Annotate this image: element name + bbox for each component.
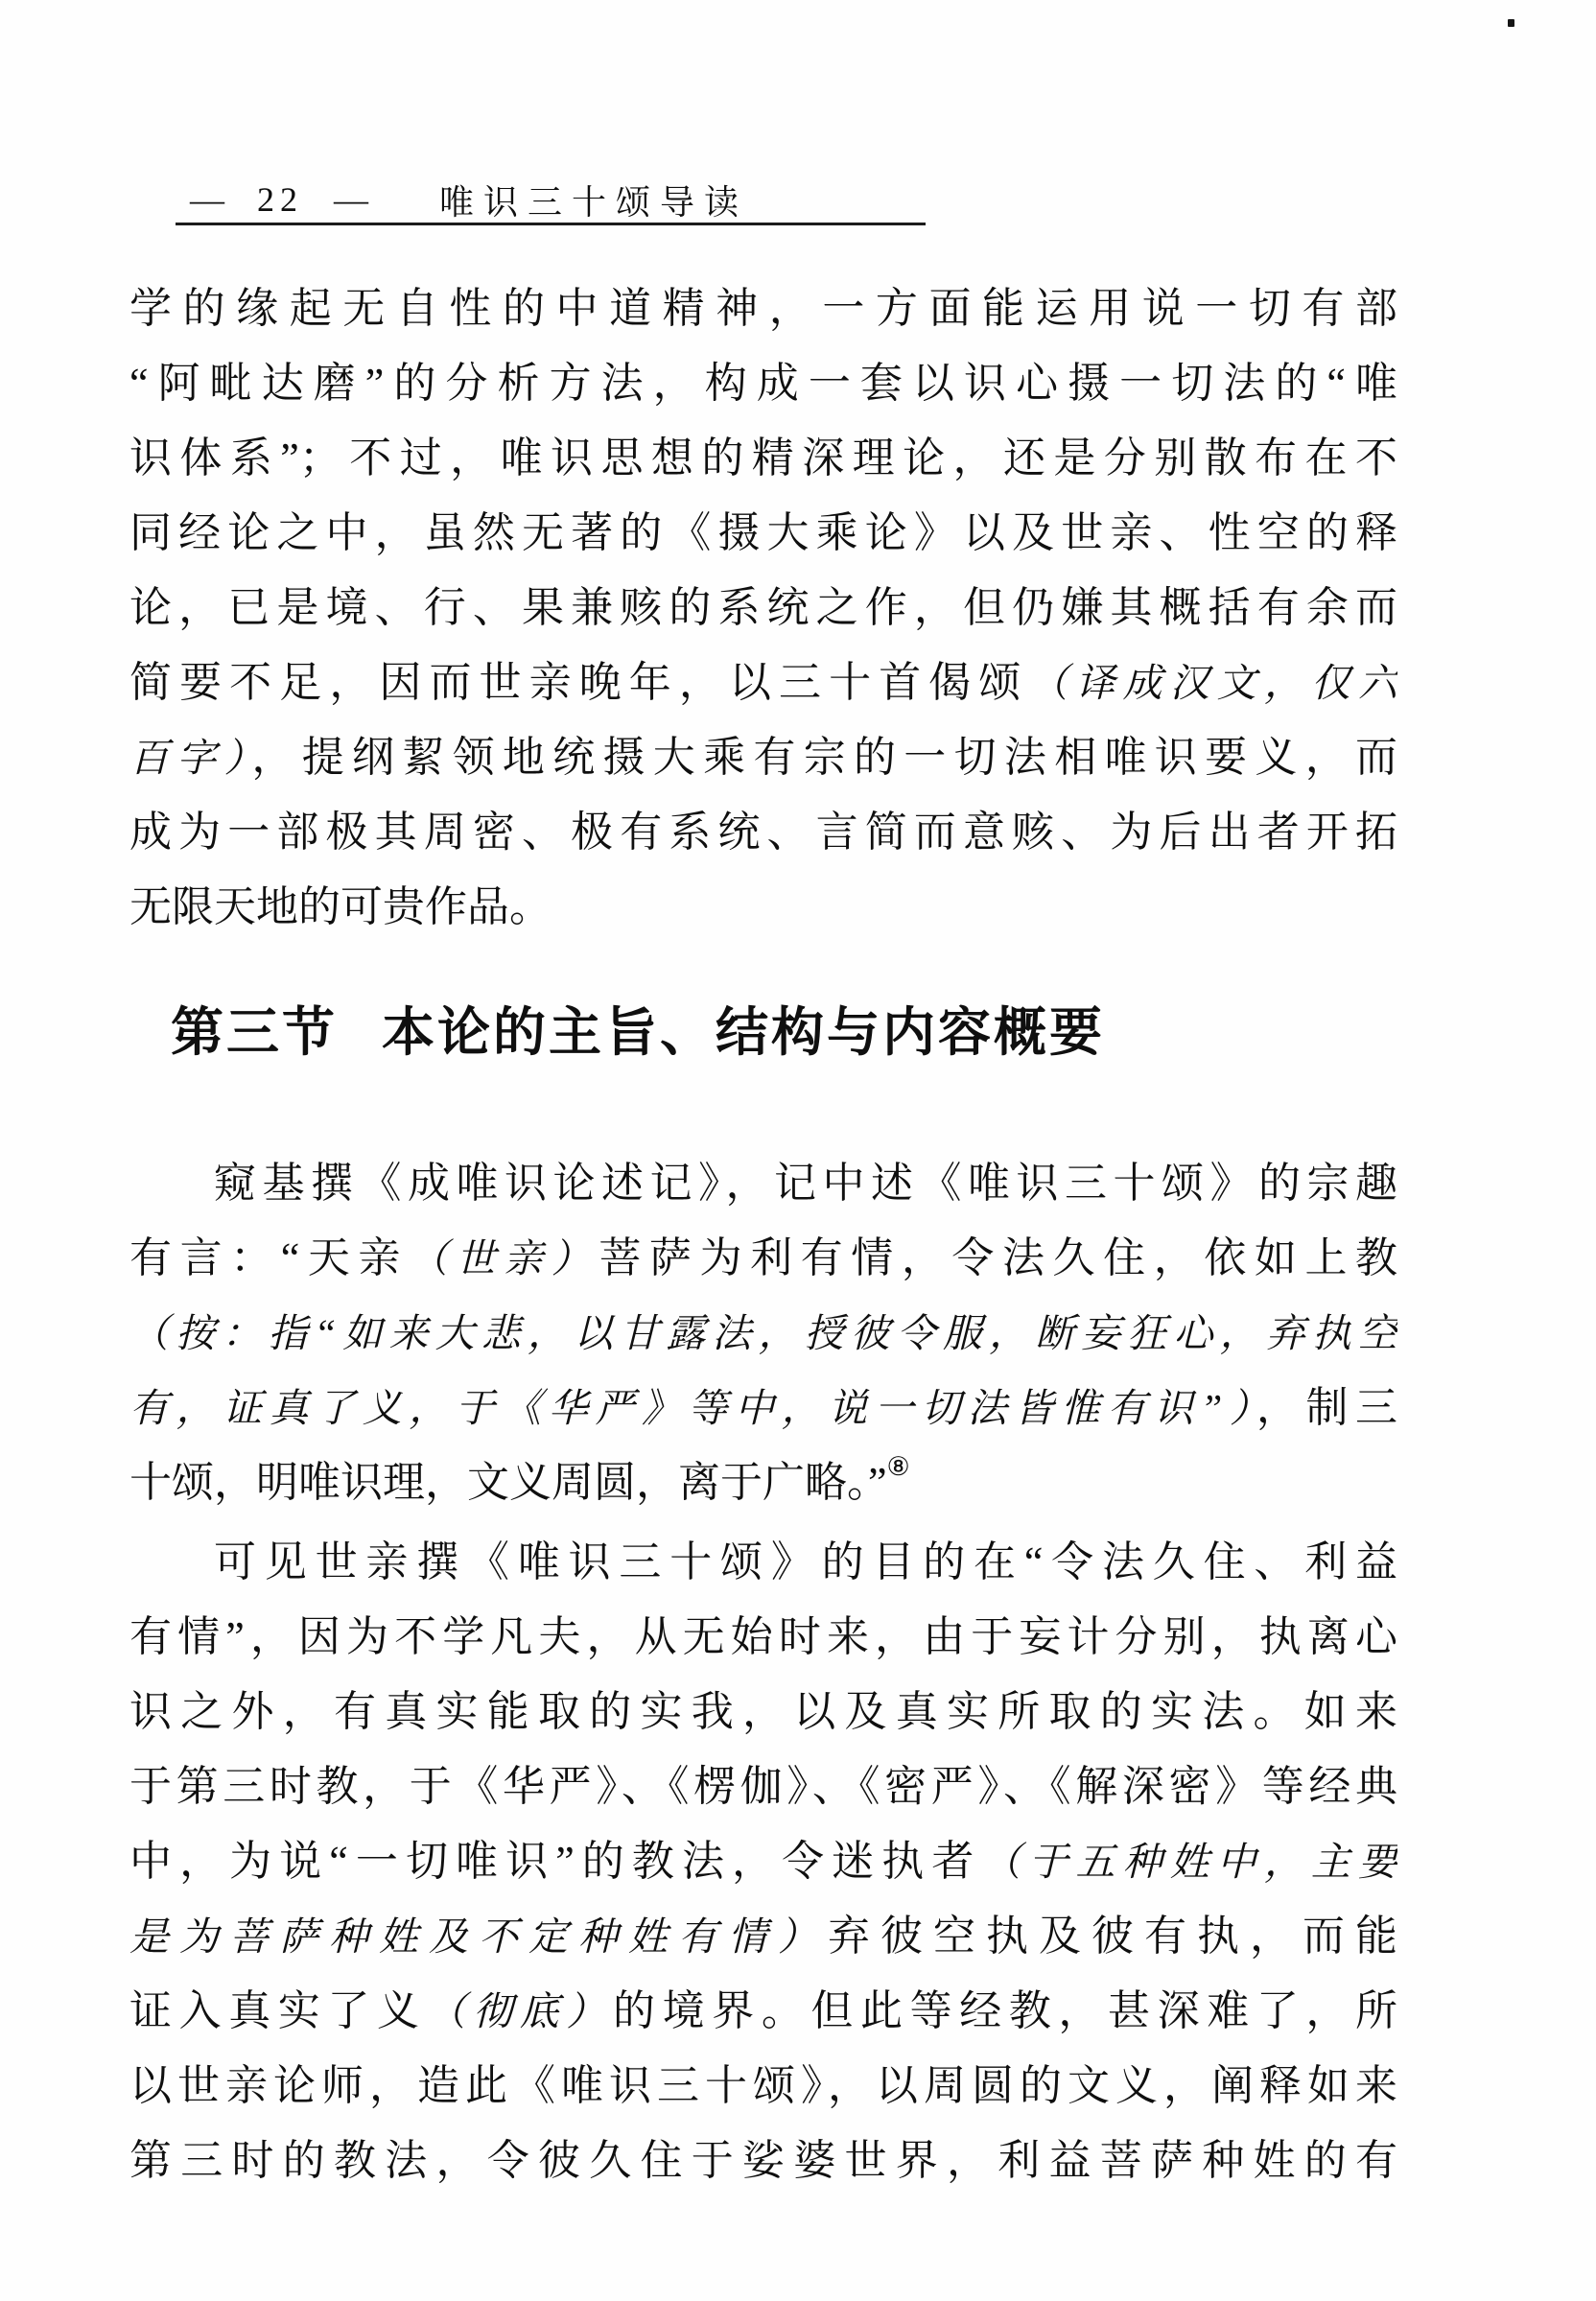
body-text-segment: ，制三 — [1256, 1384, 1397, 1431]
body-text-segment: 可见世亲撰《唯识三十颂》的目的在“令法久住、利益 — [214, 1538, 1397, 1585]
body-text-segment: 同经论之中，虽然无著的《摄大乘论》以及世亲、性空的释 — [129, 509, 1397, 556]
text-line — [129, 571, 1397, 646]
paragraph-3 — [129, 1525, 1397, 2198]
section-title: 本论的主旨、结构与内容概要 — [382, 1002, 1106, 1062]
text-line — [129, 2124, 1397, 2198]
body-text-segment: 中，为说“一切唯识”的教法，令迷执者 — [129, 1838, 982, 1885]
body-text-segment: 成为一部极其周密、极有系统、言简而意赅、为后出者开拓 — [129, 809, 1397, 856]
text-line — [129, 720, 1397, 795]
page-number: 22 — [257, 180, 303, 219]
text-line — [129, 1146, 1397, 1221]
section-heading — [171, 998, 1105, 1067]
text-line — [129, 1749, 1397, 1824]
body-text-segment: 证入真实了义 — [129, 1987, 427, 2034]
text-line — [129, 646, 1397, 720]
body-text-segment: 识之外，有真实能取的实我，以及真实所取的实法。如来 — [129, 1688, 1397, 1735]
body-text-segment: 无限天地的可贵作品。 — [129, 883, 552, 930]
text-line — [129, 496, 1397, 571]
body-text-segment: “阿毗达磨”的分析方法，构成一套以识心摄一切法的“唯 — [129, 360, 1397, 407]
body-text-segment: 菩萨为利有情，令法久住，依如上教 — [598, 1234, 1397, 1281]
header-dash-left: — — [190, 180, 226, 219]
quote-text-kai: 是为菩萨种姓及不定种姓有情） — [129, 1914, 828, 1959]
body-text-segment: 弃彼空执及彼有执，而能 — [828, 1913, 1397, 1960]
body-text-segment: 识体系”；不过，唯识思想的精深理论，还是分别散布在不 — [129, 434, 1397, 481]
text-line — [129, 1525, 1397, 1600]
quote-text-kai: （世亲） — [409, 1236, 599, 1280]
text-line — [129, 1445, 1397, 1520]
text-line — [129, 1824, 1397, 1899]
footnote-mark: ⑧ — [886, 1452, 910, 1481]
section-number: 第三节 — [171, 1002, 339, 1062]
quote-text-kai: （彻底） — [426, 1989, 614, 2033]
body-text-segment: 于第三时教，于《华严》、《楞伽》、《密严》、《解深密》等经典 — [129, 1763, 1397, 1810]
text-line — [129, 1899, 1397, 1974]
body-text-segment: 十颂，明唯识理，文义周圆，离于广略。” — [129, 1459, 887, 1506]
text-line — [129, 1221, 1397, 1296]
text-line — [129, 795, 1397, 870]
quote-text-kai: （于五种姓中，主要 — [981, 1840, 1397, 1884]
quote-text-kai: 百字） — [129, 736, 252, 780]
text-line — [129, 870, 1397, 945]
quote-text-kai: 有，证真了义，于《华严》等中，说一切法皆惟有识”） — [129, 1386, 1256, 1430]
body-text-segment: 学的缘起无自性的中道精神，一方面能运用说一切有部 — [129, 285, 1397, 332]
body-text-segment: ，提纲絜领地统摄大乘有宗的一切法相唯识要义，而 — [251, 734, 1397, 781]
body-text-segment: 的境界。但此等经教，甚深难了，所 — [613, 1987, 1397, 2034]
body-text-segment: 以世亲论师，造此《唯识三十颂》，以周圆的文义，阐释如来 — [129, 2062, 1397, 2109]
book-title: 唯识三十颂导读 — [439, 182, 749, 222]
body-text-segment: 有言：“天亲 — [129, 1234, 410, 1281]
header-dash-right: — — [334, 180, 370, 219]
paragraph-1 — [129, 271, 1397, 945]
paragraph-2 — [129, 1146, 1397, 1520]
body-text-segment: 有情”，因为不学凡夫，从无始时来，由于妄计分别，执离心 — [129, 1613, 1397, 1660]
text-line — [129, 271, 1397, 346]
body-text-segment: 窥基撰《成唯识论述记》，记中述《唯识三十颂》的宗趣 — [214, 1160, 1397, 1207]
body-text-segment: 论，已是境、行、果兼赅的系统之作，但仍嫌其概括有余而 — [129, 584, 1397, 631]
text-line — [129, 421, 1397, 496]
text-line — [129, 346, 1397, 421]
text-line — [129, 1974, 1397, 2049]
text-line — [129, 1600, 1397, 1675]
body-text-segment: 第三时的教法，令彼久住于娑婆世界，利益菩萨种姓的有 — [129, 2137, 1397, 2184]
body-text-segment: 简要不足，因而世亲晚年，以三十首偈颂 — [129, 659, 1029, 706]
text-line — [129, 1675, 1397, 1749]
text-line — [129, 2049, 1397, 2124]
quote-text-kai: （译成汉文，仅六 — [1028, 661, 1397, 705]
text-line — [129, 1371, 1397, 1445]
text-line — [129, 1296, 1397, 1371]
quote-text-kai: （按：指“如来大悲，以甘露法，授彼令服，断妄狂心，弃执空 — [129, 1311, 1397, 1355]
